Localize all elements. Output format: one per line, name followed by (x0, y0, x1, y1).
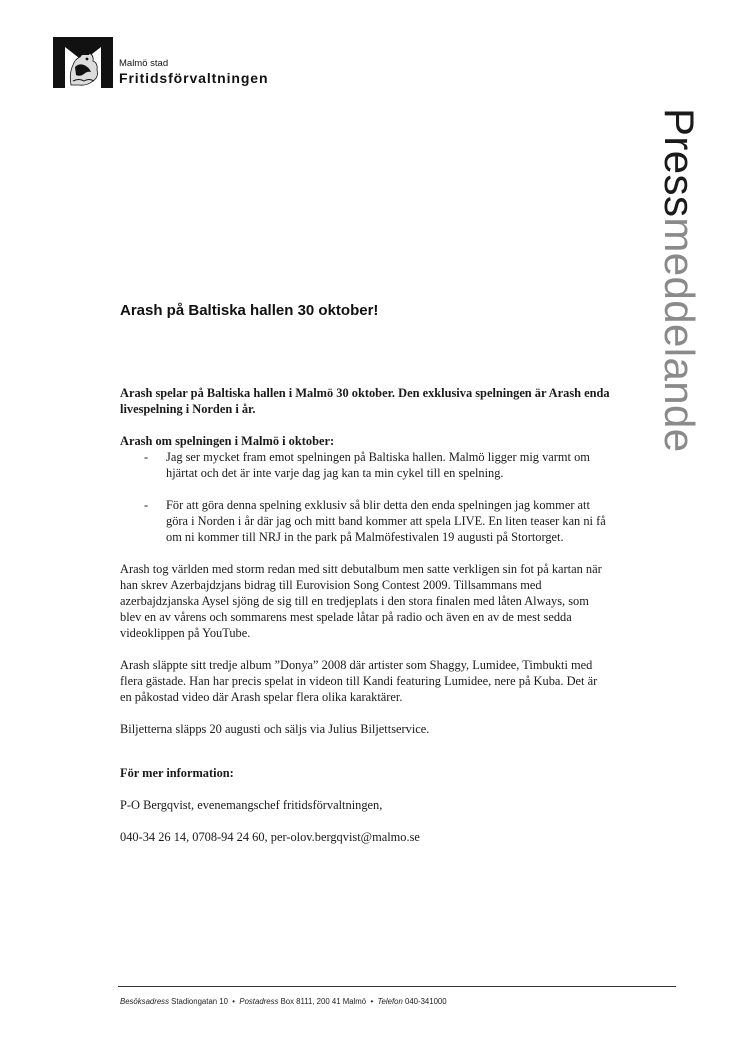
body-content (120, 385, 610, 861)
list-dash: - (144, 498, 149, 512)
list-dash: - (144, 450, 149, 464)
bullet-separator: • (370, 997, 374, 1006)
contact-name-line: P-O Bergqvist, evenemangschef fritidsförvaltningen, (120, 798, 383, 812)
org-name-small: Malmö stad (119, 58, 169, 69)
contact-title: För mer information: (120, 766, 234, 780)
side-label-press: Press (656, 108, 703, 218)
phone-value: 040-341000 (404, 997, 447, 1006)
body-paragraph: Arash släppte sitt tredje album ”Donya” 2008 där artister som Shaggy, Lumidee, Timbukti med flera gästade. Han har precis spelat in videon till Kandi featuring Lumidee, nere på Kuba. Det är en påkostad video där Arash spelar flera olika karaktärer. (120, 658, 598, 704)
contact-details-line[interactable]: 040-34 26 14, 0708-94 24 60, per-olov.bergqvist@malmo.se (120, 830, 420, 844)
bullet-separator: • (232, 997, 236, 1006)
quote-list (120, 449, 610, 545)
visit-address-label: Besöksadress (120, 997, 169, 1006)
org-name-large: Fritidsförvaltningen (119, 70, 269, 86)
side-label-meddelande: meddelande (656, 217, 703, 453)
malmo-griffin-crest-icon (53, 37, 113, 88)
quote-text: För att göra denna spelning exklusiv så blir detta den enda spelningen jag kommer att göra i Norden i år där jag och mitt band kommer att spela LIVE. En liten teaser kan ni få om ni kommer till NRJ in the park på Malmöfestivalen 19 augusti på Stortorget. (166, 498, 606, 544)
phone-label: Telefon (377, 997, 403, 1006)
quote-text: Jag ser mycket fram emot spelningen på Baltiska hallen. Malmö ligger mig varmt om hjärtat och det är inte varje dag jag kan ta min cykel till en spelning. (166, 450, 590, 480)
quote-item (120, 497, 610, 545)
post-address-label: Postadress (239, 997, 279, 1006)
body-paragraph: Arash tog världen med storm redan med sitt debutalbum men satte verkligen sin fot på kartan när han skrev Azerbajdzjans bidrag till Eurovision Song Contest 2009. Tillsammans med azerbajdzjanska Aysel sjöng de sig till en tredjeplats i den stora finalen med låten Always, som blev en av vårens och sommarens mest spelade låtar på radio och även en av de mest sedda videoklippen på YouTube. (120, 562, 602, 640)
visit-address-value: Stadiongatan 10 (171, 997, 228, 1006)
lead-paragraph: Arash spelar på Baltiska hallen i Malmö 30 oktober. Den exklusiva spelningen är Arash enda livespelning i Norden i år. (120, 386, 610, 416)
quotes-heading: Arash om spelningen i Malmö i oktober: (120, 434, 335, 448)
press-release-side-label (655, 108, 703, 548)
page-title: Arash på Baltiska hallen 30 oktober! (120, 302, 379, 319)
quote-item (120, 449, 610, 481)
footer-address (120, 997, 447, 1006)
body-paragraph: Biljetterna släpps 20 augusti och säljs via Julius Biljettservice. (120, 722, 430, 736)
footer-divider (118, 986, 676, 987)
post-address-value: Box 8111, 200 41 Malmö (280, 997, 367, 1006)
